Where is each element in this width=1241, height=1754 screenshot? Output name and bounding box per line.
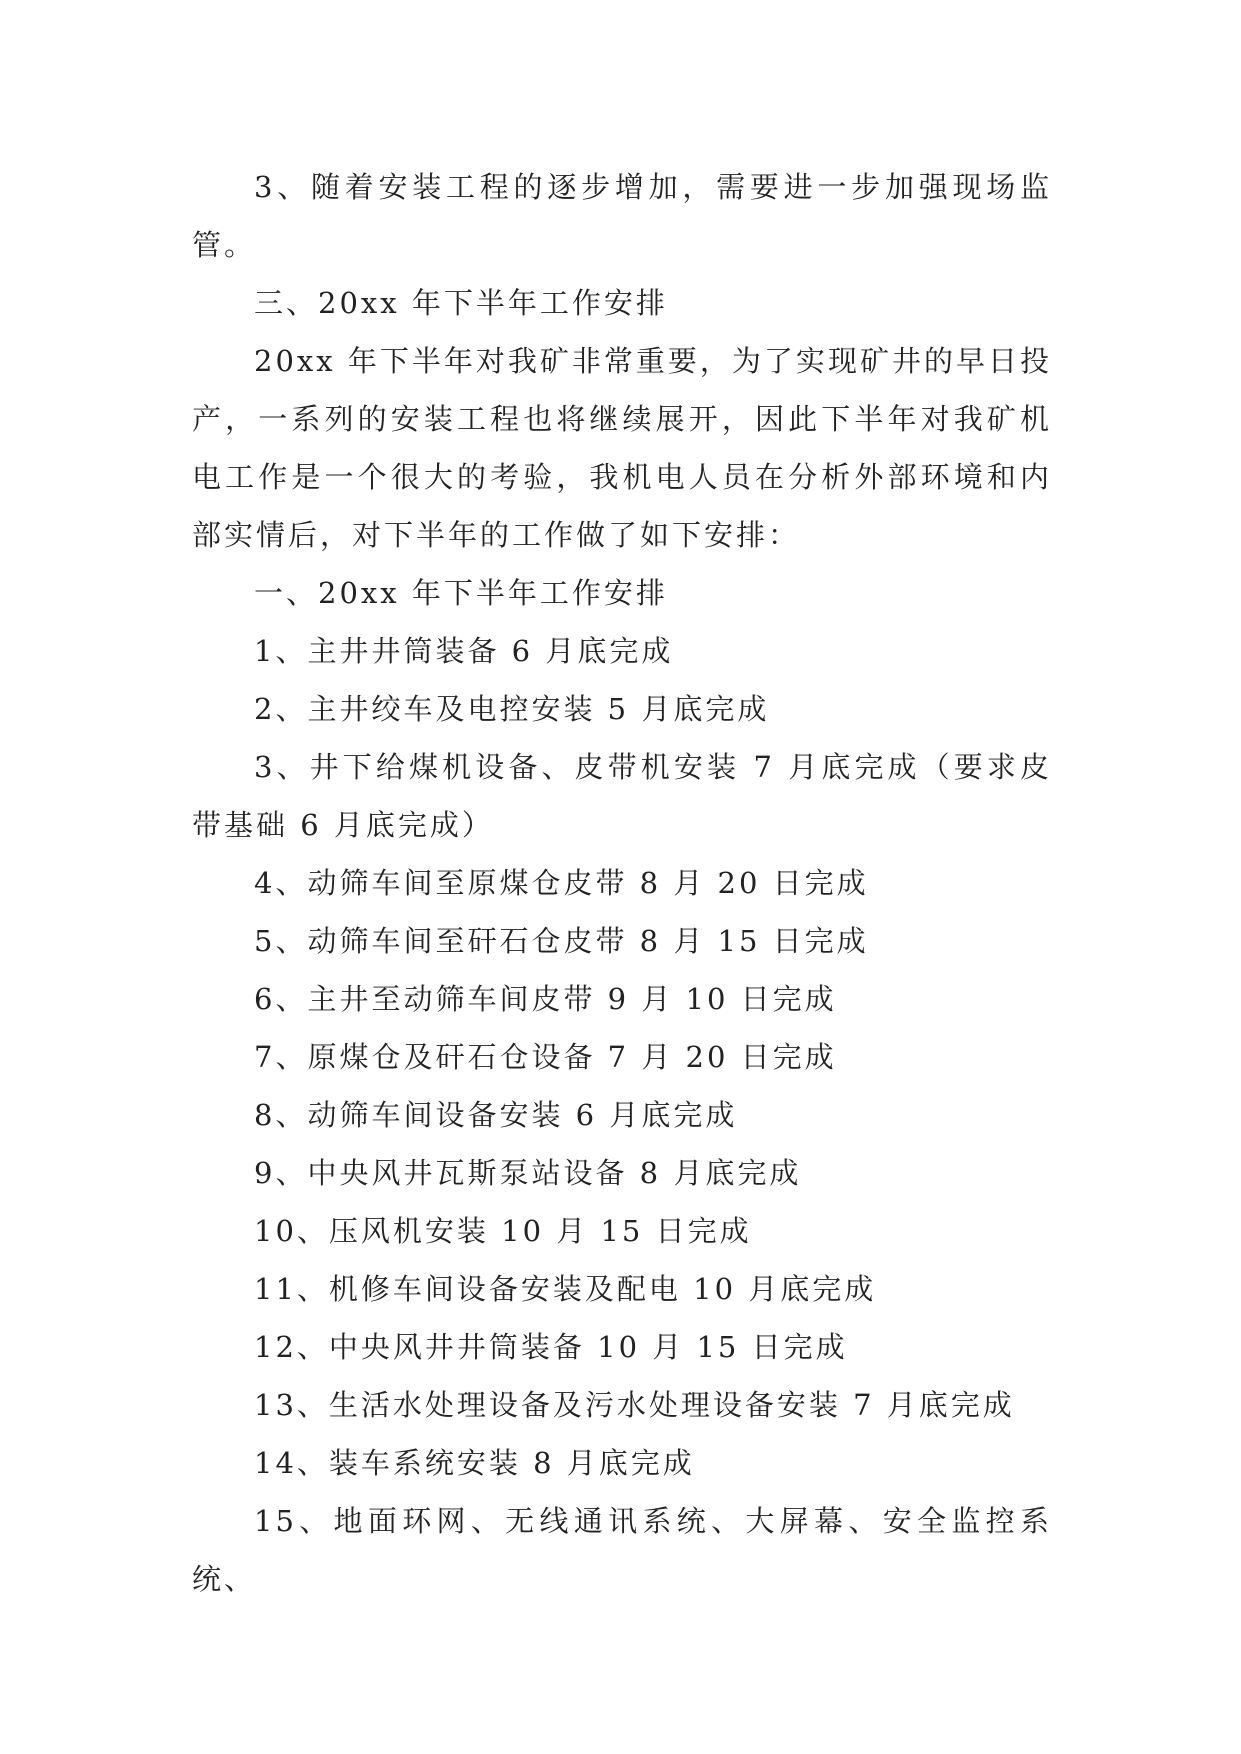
list-item: 2、主井绞车及电控安装 5 月底完成 (254, 692, 770, 726)
list-item: 5、动筛车间至矸石仓皮带 8 月 15 日完成 (254, 924, 869, 958)
list-item: 4、动筛车间至原煤仓皮带 8 月 20 日完成 (254, 866, 869, 900)
section-heading-3: 三、20xx 年下半年工作安排 (254, 286, 668, 320)
list-item: 3、井下给煤机设备、皮带机安装 7 月底完成（要求皮带基础 6 月底完成） (192, 750, 1052, 842)
list-item: 13、生活水处理设备及污水处理设备安装 7 月底完成 (254, 1388, 1015, 1422)
list-item: 14、装车系统安装 8 月底完成 (254, 1446, 695, 1480)
list-item: 11、机修车间设备安装及配电 10 月底完成 (254, 1272, 877, 1306)
list-item: 9、中央风井瓦斯泵站设备 8 月底完成 (254, 1156, 802, 1190)
paragraph-issue-3: 3、随着安装工程的逐步增加，需要进一步加强现场监管。 (192, 170, 1052, 262)
list-item: 15、地面环网、无线通讯系统、大屏幕、安全监控系统、 (192, 1504, 1052, 1596)
document-body (192, 158, 1052, 1608)
list-item: 6、主井至动筛车间皮带 9 月 10 日完成 (254, 982, 837, 1016)
list-item: 12、中央风井井筒装备 10 月 15 日完成 (254, 1330, 848, 1364)
paragraph-intro: 20xx 年下半年对我矿非常重要，为了实现矿井的早日投产，一系列的安装工程也将继续展开，因此下半年对我矿机电工作是一个很大的考验，我机电人员在分析外部环境和内部实情后，对下半年的工作做了如下安排： (192, 344, 1052, 552)
list-item: 8、动筛车间设备安装 6 月底完成 (254, 1098, 738, 1132)
list-item: 1、主井井筒装备 6 月底完成 (254, 634, 674, 668)
list-item: 7、原煤仓及矸石仓设备 7 月 20 日完成 (254, 1040, 837, 1074)
section-heading-1: 一、20xx 年下半年工作安排 (254, 576, 668, 610)
list-item: 10、压风机安装 10 月 15 日完成 (254, 1214, 752, 1248)
